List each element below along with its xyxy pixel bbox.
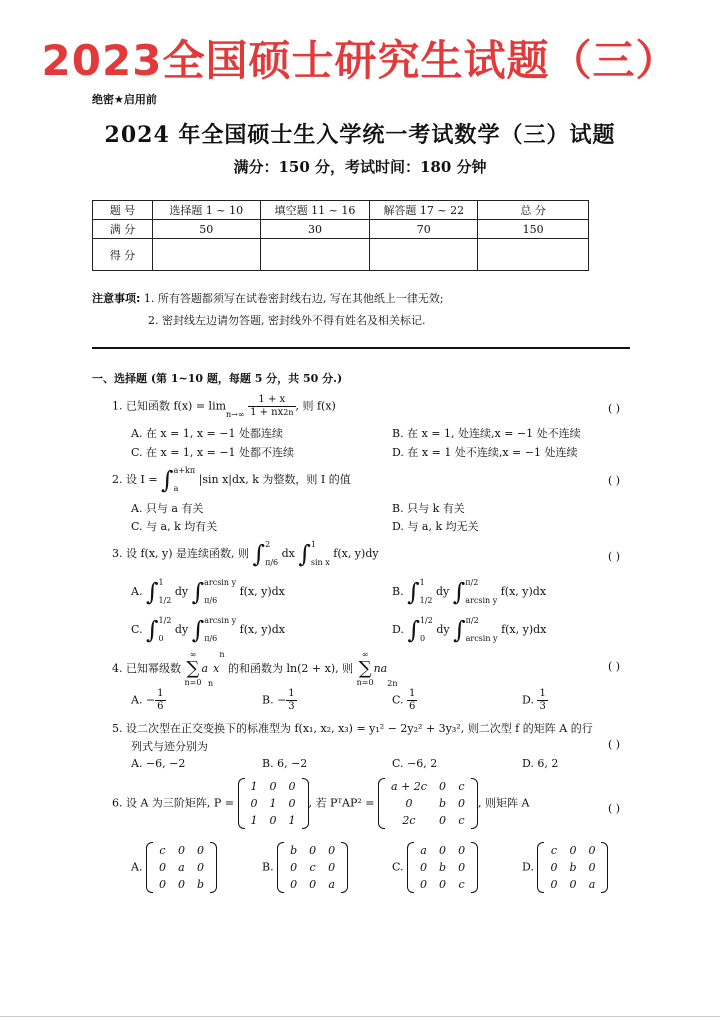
matrix-cell: 0 — [439, 844, 447, 857]
matrix-option-a — [146, 842, 217, 893]
matrix-cell: 0 — [420, 878, 428, 891]
q1-option-b[interactable]: B. 在 x = 1, 处连续,x = −1 处不连续 — [392, 427, 581, 440]
q4-series2: na — [373, 662, 388, 675]
option-den: 6 — [409, 701, 416, 712]
q1-stem-b: , 则 f(x) — [295, 399, 336, 413]
matrix-cell: 0 — [290, 861, 298, 874]
bound-lower: arcsin y — [465, 634, 498, 643]
integral-sign: ∫ — [407, 578, 420, 606]
answer-paren[interactable]: ( ) — [608, 738, 621, 751]
q5-option-b[interactable]: B. 6, −2 — [262, 757, 308, 770]
option-num: 1 — [409, 688, 416, 699]
matrix-cell: c — [458, 814, 465, 827]
q3-low2: sin x — [310, 558, 330, 567]
sum-top: ∞ — [189, 650, 197, 659]
q2-stem-b: |sin x|dx, k 为整数，则 I 的值 — [198, 473, 351, 486]
option-mid: dy — [436, 623, 450, 636]
q1-frac-den-sup: 2n — [283, 408, 294, 417]
q3-tail: f(x, y)dy — [333, 547, 379, 560]
q4-series1-sup: n — [219, 650, 225, 659]
banner-title: 2023全国硕士研究生试题（三） — [41, 36, 679, 85]
q6-option-a[interactable] — [131, 842, 217, 893]
option-label: A. − — [131, 693, 156, 707]
q6-stem-b: , 则矩阵 A — [478, 796, 530, 810]
notes — [92, 288, 444, 332]
option-label: C. — [392, 693, 404, 707]
matrix-cell: c — [309, 861, 316, 874]
bound-upper: 1/2 — [158, 616, 172, 625]
score-header-cell: 题 号 — [93, 201, 153, 220]
matrix-cell: 0 — [420, 861, 428, 874]
bound-upper: π/2 — [465, 578, 479, 587]
question-2-stem — [112, 462, 351, 498]
question-4-stem — [112, 650, 398, 688]
score-empty-cell[interactable] — [370, 239, 478, 271]
matrix-cell: 0 — [405, 797, 413, 810]
q1-lim-sub: n→∞ — [226, 410, 245, 419]
q6-stem-a: 6. 设 A 为三阶矩阵, P = — [112, 796, 235, 810]
option-label: A. — [131, 860, 143, 874]
matrix-cell: 0 — [328, 844, 336, 857]
answer-paren[interactable]: ( ) — [608, 802, 621, 815]
q5-option-a[interactable]: A. −6, −2 — [131, 757, 186, 770]
q3-low1: π/6 — [265, 558, 279, 567]
answer-paren[interactable]: ( ) — [608, 474, 621, 487]
question-5-line1: 5. 设二次型在正交变换下的标准型为 f(x₁, x₂, x₃) = y₁² − 2y₂² + 3y₃², 则二次型 f 的矩阵 A 的行 — [112, 722, 593, 735]
option-num: 1 — [539, 688, 546, 699]
option-tail: f(x, y)dx — [239, 585, 285, 598]
matrix-cell: 0 — [569, 878, 577, 891]
notes-item: 1. 所有答题都须写在试卷密封线右边, 写在其他纸上一律无效; — [143, 292, 444, 305]
answer-paren[interactable]: ( ) — [608, 550, 621, 563]
option-label: B. — [392, 585, 404, 598]
option-label: C. — [392, 860, 404, 874]
option-label: B. − — [262, 693, 287, 707]
q4-option-a[interactable] — [131, 688, 166, 713]
matrix-cell: a — [420, 844, 427, 857]
q5-option-c[interactable]: C. −6, 2 — [392, 757, 438, 770]
q2-upper: a+kπ — [173, 466, 196, 475]
integral-sign: ∫ — [252, 540, 266, 568]
matrix-cell: 0 — [438, 780, 446, 793]
score-empty-cell[interactable] — [260, 239, 370, 271]
matrix-cell: 2c — [402, 814, 416, 827]
option-label: B. — [262, 860, 274, 874]
q3-option-d[interactable] — [392, 612, 546, 648]
option-label: D. — [522, 693, 534, 707]
matrix-cell: 0 — [588, 861, 596, 874]
option-label: D. — [522, 860, 534, 874]
option-num: 1 — [157, 688, 164, 699]
matrix-cell: 0 — [177, 844, 185, 857]
bound-lower: π/6 — [204, 634, 218, 643]
option-label: D. — [392, 623, 404, 636]
option-den: 3 — [288, 701, 295, 712]
q4-option-c[interactable] — [392, 688, 417, 713]
matrix-cell: 0 — [550, 878, 558, 891]
option-label: A. — [131, 585, 143, 598]
bound-upper: arcsin y — [204, 616, 237, 625]
q4-stem-a: 4. 已知幂级数 — [112, 662, 181, 675]
matrix-cell: b — [438, 797, 447, 810]
integral-sign: ∫ — [407, 616, 420, 644]
score-header-cell: 解答题 17 ~ 22 — [370, 201, 478, 220]
matrix-cell: 1 — [269, 797, 277, 810]
integral-sign: ∫ — [191, 578, 205, 606]
matrix-cell: c — [159, 844, 166, 857]
q3-stem-a: 3. 设 f(x, y) 是连续函数, 则 — [112, 547, 250, 560]
matrix-cell: 1 — [250, 780, 258, 793]
score-cell: 得 分 — [93, 239, 153, 271]
score-cell: 150 — [478, 220, 589, 239]
secret-label: 绝密★启用前 — [92, 93, 157, 106]
matrix-cell: 0 — [250, 797, 258, 810]
matrix-cell: b — [569, 861, 577, 874]
option-tail: f(x, y)dx — [501, 623, 547, 636]
matrix-cell: 0 — [158, 861, 166, 874]
q4-series1-var: x — [213, 662, 220, 675]
integral-sign: ∫ — [452, 578, 466, 606]
bound-lower: 1/2 — [419, 596, 433, 605]
divider — [92, 347, 630, 349]
q3-up2: 1 — [310, 540, 316, 549]
score-header-cell: 总 分 — [478, 201, 589, 220]
bound-lower: 1/2 — [158, 596, 172, 605]
matrix-cell: c — [550, 844, 558, 857]
score-cell: 50 — [152, 220, 260, 239]
section-heading: 一、选择题 (第 1~10 题，每题 5 分，共 50 分.) — [92, 372, 343, 385]
matrix-option-d — [537, 842, 608, 893]
matrix-cell: a + 2c — [391, 780, 427, 793]
q1-option-a[interactable]: A. 在 x = 1, x = −1 处都连续 — [131, 427, 283, 440]
matrix-cell: 0 — [458, 844, 466, 857]
matrix-cell: 0 — [588, 844, 596, 857]
q3-option-a[interactable] — [131, 574, 285, 610]
q3-up1: 2 — [265, 540, 271, 549]
q3-option-c[interactable] — [131, 612, 285, 648]
matrix-cell: 0 — [550, 861, 558, 874]
matrix-cell: c — [458, 780, 465, 793]
sum-bottom: n=0 — [356, 678, 374, 687]
matrix-cell: 0 — [288, 780, 296, 793]
bound-lower: 0 — [419, 634, 426, 643]
matrix-cell: 0 — [438, 814, 446, 827]
option-tail: f(x, y)dx — [500, 585, 547, 598]
q6-option-d[interactable] — [522, 842, 608, 893]
q3-option-b[interactable] — [392, 574, 546, 610]
q4-series2-sub: 2n — [387, 679, 398, 688]
matrix-cell: 0 — [158, 878, 166, 891]
matrix-cell: 0 — [177, 878, 185, 891]
answer-paren[interactable]: ( ) — [608, 402, 621, 415]
question-3-stem — [112, 536, 379, 572]
q6-option-c[interactable] — [392, 842, 478, 893]
sigma-icon: ∑ — [186, 658, 200, 679]
matrix-m — [378, 778, 478, 829]
bound-lower: π/6 — [204, 596, 218, 605]
sum-bottom: n=0 — [184, 678, 202, 687]
q4-series1-sub: n — [208, 679, 214, 688]
matrix-option-c — [407, 842, 478, 893]
integral-sign: ∫ — [161, 466, 174, 494]
matrix-cell: 0 — [196, 861, 204, 874]
score-empty-cell[interactable] — [152, 239, 260, 271]
q1-option-c[interactable]: C. 在 x = 1, x = −1 处都不连续 — [131, 446, 295, 459]
q4-option-b[interactable] — [262, 688, 297, 713]
score-table — [92, 200, 589, 271]
question-5-line2: 列式与迹分别为 — [131, 740, 208, 753]
matrix-cell: b — [439, 861, 447, 874]
bound-upper: arcsin y — [204, 578, 237, 587]
bound-upper: 1 — [419, 578, 425, 587]
q2-option-a[interactable]: A. 只与 a 有关 — [131, 502, 204, 515]
sigma-icon: ∑ — [358, 658, 372, 679]
option-label: C. — [131, 623, 143, 636]
matrix-cell: 0 — [269, 780, 277, 793]
matrix-p — [238, 778, 309, 829]
q1-frac-num: 1 + x — [248, 394, 295, 407]
bound-lower: 0 — [158, 634, 164, 643]
bound-upper: 1 — [158, 578, 164, 587]
bound-lower: arcsin y — [465, 596, 498, 605]
matrix-cell: a — [328, 878, 335, 891]
option-den: 3 — [539, 701, 546, 712]
matrix-cell: 0 — [309, 878, 317, 891]
q4-option-d[interactable] — [522, 688, 548, 713]
bound-upper: 1/2 — [419, 616, 433, 625]
matrix-cell: 1 — [250, 814, 258, 827]
q2-option-c[interactable]: C. 与 a, k 均有关 — [131, 520, 218, 533]
answer-paren[interactable]: ( ) — [608, 660, 621, 673]
matrix-cell: a — [588, 878, 596, 891]
q1-fraction — [248, 394, 295, 419]
score-cell: 30 — [260, 220, 370, 239]
option-tail: f(x, y)dx — [239, 623, 285, 636]
matrix-cell: 0 — [569, 844, 577, 857]
score-cell: 70 — [370, 220, 478, 239]
matrix-cell: 0 — [288, 797, 296, 810]
q6-mid: , 若 PᵀAP² = — [308, 796, 375, 810]
q5-option-d[interactable]: D. 6, 2 — [522, 757, 559, 770]
notes-label: 注意事项: — [92, 292, 141, 305]
q3-mid: dx — [281, 547, 295, 560]
score-header-cell: 填空题 11 ~ 16 — [260, 201, 370, 220]
q1-frac-den: 1 + nx — [250, 407, 284, 418]
integral-sign: ∫ — [191, 616, 205, 644]
matrix-cell: a — [178, 861, 185, 874]
option-mid: dy — [435, 585, 450, 598]
integral-sign: ∫ — [146, 616, 159, 644]
matrix-cell: b — [196, 878, 204, 891]
option-den: 6 — [157, 701, 164, 712]
matrix-cell: c — [458, 878, 465, 891]
matrix-cell: 0 — [328, 861, 336, 874]
question-1-stem — [112, 394, 336, 419]
q2-option-b[interactable]: B. 只与 k 有关 — [392, 502, 465, 515]
matrix-cell: 0 — [290, 878, 298, 891]
question-6-stem — [112, 778, 529, 829]
score-cell: 满 分 — [93, 220, 153, 239]
page-edge — [0, 1016, 720, 1017]
option-num: 1 — [288, 688, 295, 699]
q4-stem-b: 的和函数为 ln(2 + x), 则 — [228, 662, 354, 675]
option-mid: dy — [174, 623, 189, 636]
matrix-cell: 0 — [309, 844, 317, 857]
q2-stem-a: 2. 设 I = — [112, 473, 158, 486]
matrix-cell: 0 — [458, 797, 466, 810]
score-header-cell: 选择题 1 ~ 10 — [152, 201, 260, 220]
integral-sign: ∫ — [145, 578, 159, 606]
q1-stem-a: 1. 已知函数 f(x) = lim — [112, 399, 227, 413]
q1-option-d[interactable]: D. 在 x = 1 处不连续,x = −1 处连续 — [392, 446, 578, 459]
exam-subtitle: 满分：150 分，考试时间：180 分钟 — [233, 158, 487, 176]
sum-top: ∞ — [361, 650, 369, 659]
matrix-cell: 0 — [269, 814, 277, 827]
matrix-cell: 0 — [439, 878, 447, 891]
exam-title: 2024 年全国硕士生入学统一考试数学（三）试题 — [104, 122, 616, 148]
matrix-option-b — [277, 842, 348, 893]
matrix-cell: 0 — [458, 861, 466, 874]
q6-option-b[interactable] — [262, 842, 348, 893]
matrix-cell: 1 — [288, 814, 296, 827]
integral-sign: ∫ — [453, 616, 466, 644]
notes-item: 2. 密封线左边请勿答题, 密封线外不得有姓名及相关标记. — [148, 314, 426, 327]
option-mid: dy — [174, 585, 189, 598]
q4-series1: a — [201, 662, 209, 675]
matrix-cell: b — [290, 844, 298, 857]
matrix-cell: 0 — [196, 844, 204, 857]
q2-option-d[interactable]: D. 与 a, k 均无关 — [392, 520, 479, 533]
score-empty-cell[interactable] — [478, 239, 589, 271]
integral-sign: ∫ — [298, 540, 311, 568]
bound-upper: π/2 — [465, 616, 479, 625]
q2-lower: a — [173, 484, 179, 493]
